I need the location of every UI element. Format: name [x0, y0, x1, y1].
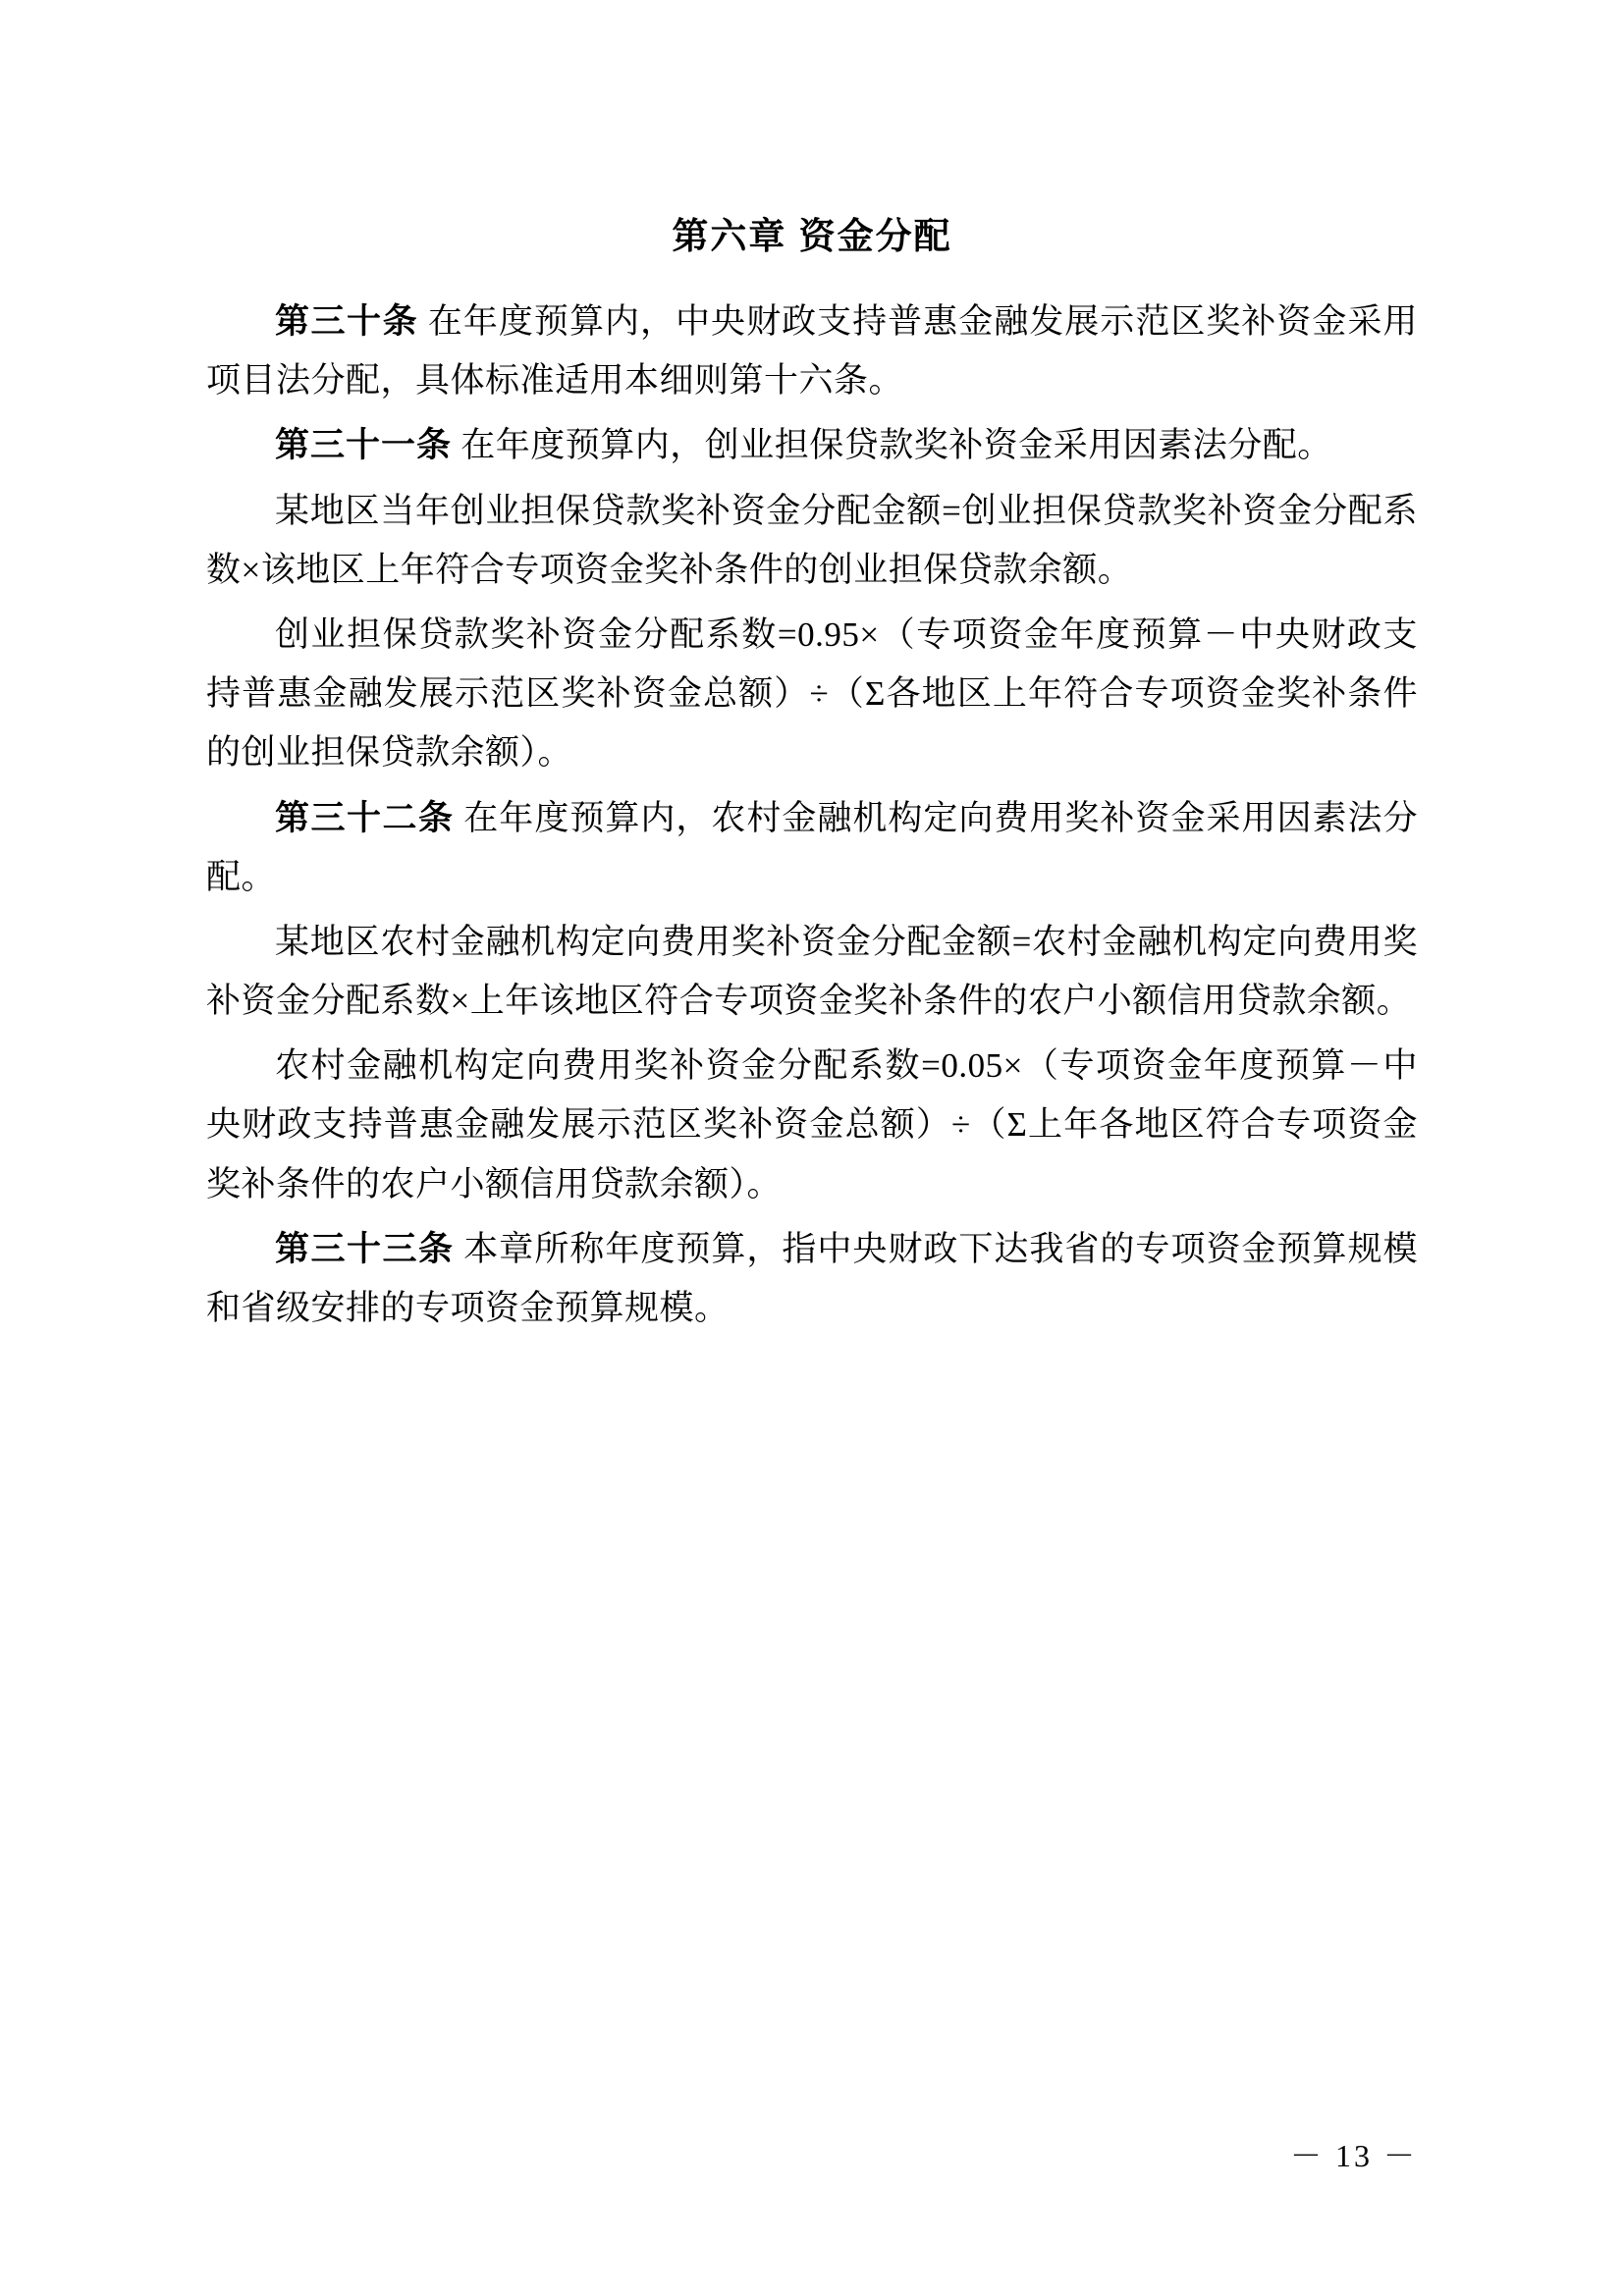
article-body-33: 本章所称年度预算，指中央财政下达我省的专项资金预算规模和省级安排的专项资金预算规模。 — [206, 1229, 1418, 1327]
article-body-30: 在年度预算内，中央财政支持普惠金融发展示范区奖补资金采用项目法分配，具体标准适用本细则第十六条。 — [206, 302, 1418, 400]
article-number-31: 第三十一条 — [275, 426, 453, 465]
paragraph-formula-2 — [206, 606, 1418, 783]
paragraph-formula-3 — [206, 913, 1418, 1031]
paragraph-article-30 — [206, 293, 1418, 410]
paragraph-article-32 — [206, 789, 1418, 907]
chapter-title: 第六章 资金分配 — [672, 216, 952, 256]
formula-4-text: 农村金融机构定向费用奖补资金分配系数=0.05×（专项资金年度预算－中央财政支持普惠金融发展示范区奖补资金总额）÷（Σ上年各地区符合专项资金奖补条件的农户小额信用贷款余额）。 — [206, 1046, 1418, 1203]
paragraph-formula-1 — [206, 482, 1418, 600]
article-number-32: 第三十二条 — [275, 798, 455, 837]
article-body-31: 在年度预算内，创业担保贷款奖补资金采用因素法分配。 — [452, 426, 1332, 465]
paragraph-article-33 — [206, 1220, 1418, 1338]
formula-3-text: 某地区农村金融机构定向费用奖补资金分配金额=农村金融机构定向费用奖补资金分配系数×上年该地区符合专项资金奖补条件的农户小额信用贷款余额。 — [206, 922, 1418, 1021]
formula-1-text: 某地区当年创业担保贷款奖补资金分配金额=创业担保贷款奖补资金分配系数×该地区上年符合专项资金奖补条件的创业担保贷款余额。 — [206, 491, 1418, 589]
formula-2-text: 创业担保贷款奖补资金分配系数=0.95×（专项资金年度预算－中央财政支持普惠金融发展示范区奖补资金总额）÷（Σ各地区上年符合专项资金奖补条件的创业担保贷款余额）。 — [206, 614, 1418, 773]
paragraph-article-31 — [206, 416, 1418, 475]
article-body-32: 在年度预算内，农村金融机构定向费用奖补资金采用因素法分配。 — [206, 798, 1418, 896]
page-number: － 13 － — [1289, 2138, 1418, 2173]
article-number-33: 第三十三条 — [275, 1229, 455, 1268]
paragraph-formula-4 — [206, 1037, 1418, 1214]
article-number-30: 第三十条 — [275, 302, 419, 341]
